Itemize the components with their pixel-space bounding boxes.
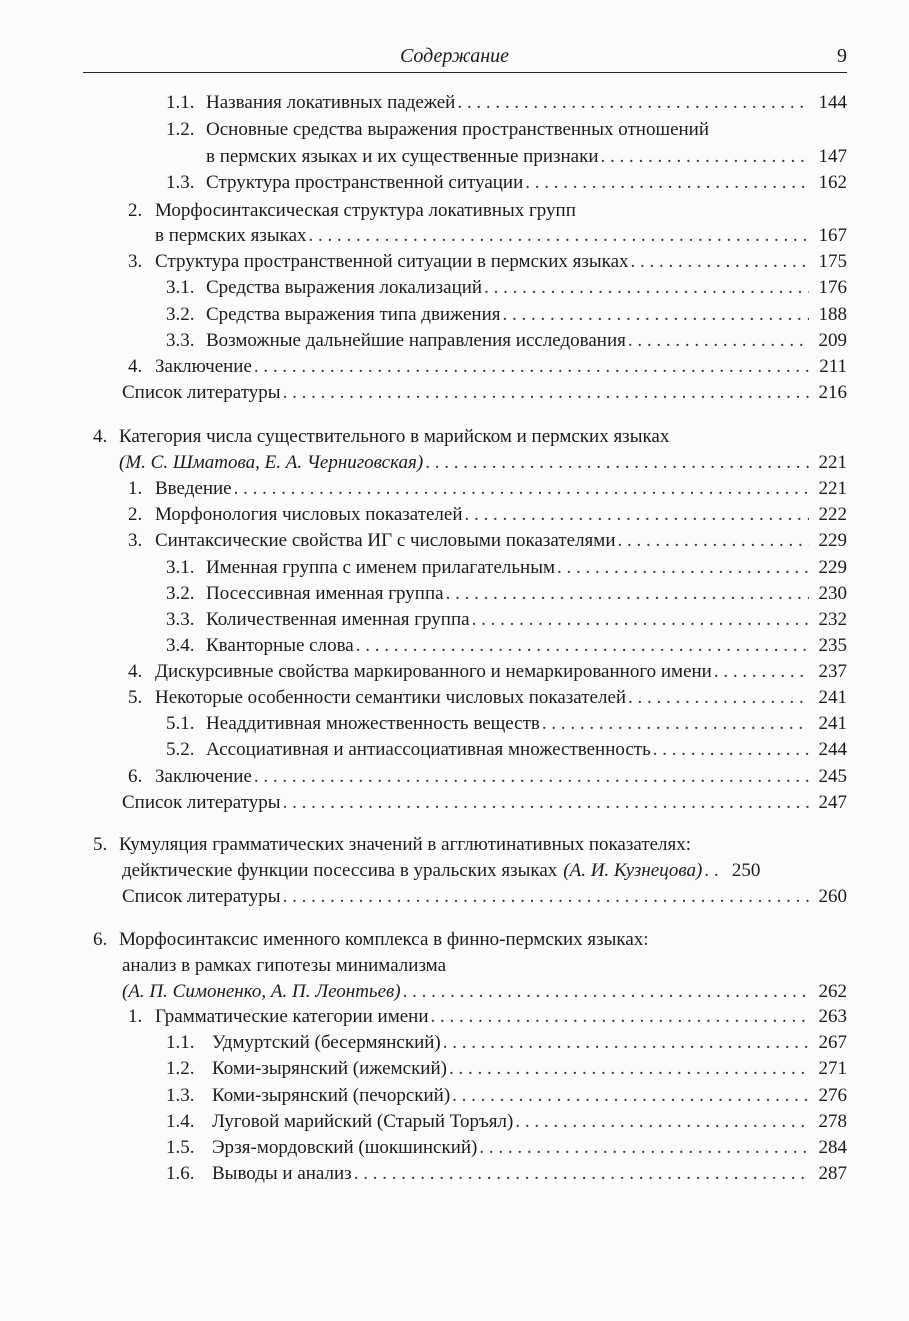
toc-entry-continuation: (А. П. Симоненко, А. П. Леонтьев) . . . 262 [122, 979, 847, 1005]
toc-entry: Список литературы . . . 216 [122, 380, 847, 406]
toc-entry: 1.6. Выводы и анализ . . . 287 [166, 1161, 847, 1187]
toc-entry: 4. Дискурсивные свойства маркированного и немаркированного имени . . . 237 [128, 659, 847, 685]
toc-entry: 4. Заключение . . . 211 [128, 354, 847, 380]
toc-entry: 3. Синтаксические свойства ИГ с числовыми показателями . . . 229 [128, 528, 847, 554]
toc-entry: 1. Грамматические категории имени . . . 263 [128, 1004, 847, 1030]
toc-entry-continuation: в пермских языках и их существенные признаки . . . 147 [206, 144, 847, 170]
toc-entry-continuation: дейктические функции посессива в уральских языках (А. И. Кузнецова) . . . 250 [122, 858, 847, 884]
toc-entry: 3.3. Возможные дальнейшие направления исследования . . . 209 [166, 328, 847, 354]
toc-entry: 1.3. Коми-зырянский (печорский) . . . 276 [166, 1083, 847, 1109]
toc-entry-continuation: анализ в рамках гипотезы минимализма [122, 955, 447, 976]
toc-entry: 3.4. Кванторные слова . . . 235 [166, 633, 847, 659]
toc-entry: 6. Заключение . . . 245 [128, 764, 847, 790]
toc-entry: 3.1. Именная группа с именем прилагательным . . . 229 [166, 555, 847, 581]
toc-entry: 3. Структура пространственной ситуации в пермских языках . . . 175 [128, 249, 847, 275]
toc-entry: 3.3. Количественная именная группа . . . 232 [166, 607, 847, 633]
running-header-title: Содержание [399, 45, 510, 67]
toc-entry: 3.1. Средства выражения локализаций . . . 176 [166, 275, 847, 301]
toc-entry: 3.2. Посессивная именная группа . . . 230 [166, 581, 847, 607]
toc-entry: 2. Морфосинтаксическая структура локативных групп [128, 200, 576, 221]
toc-chapter: 4. Категория числа существительного в марийском и пермских языках [93, 426, 670, 447]
toc-entry: 1.5. Эрзя-мордовский (шокшинский) . . . 284 [166, 1135, 847, 1161]
toc-entry: 1.1. Названия локативных падежей . . . 144 [166, 90, 847, 116]
toc-entry: 1.2. Коми-зырянский (ижемский) . . . 271 [166, 1056, 847, 1082]
toc-entry: 2. Морфонология числовых показателей . . . 222 [128, 502, 847, 528]
toc-entry: 1.3. Структура пространственной ситуации . . . 162 [166, 170, 847, 196]
toc-entry: 1.4. Луговой марийский (Старый Торъял) . . . 278 [166, 1109, 847, 1135]
toc-entry-continuation: (М. С. Шматова, Е. А. Черниговская) . . . 221 [119, 450, 847, 476]
toc-entry: 1.1. Удмуртский (бесермянский) . . . 267 [166, 1030, 847, 1056]
toc-entry: 5.2. Ассоциативная и антиассоциативная множественность . . . 244 [166, 737, 847, 763]
toc-entry: 5. Некоторые особенности семантики числовых показателей . . . 241 [128, 685, 847, 711]
toc-entry: Список литературы . . . 247 [122, 790, 847, 816]
toc-entry: Список литературы . . . 260 [122, 884, 847, 910]
toc-chapter: 6. Морфосинтаксис именного комплекса в финно-пермских языках: [93, 929, 649, 950]
toc-chapter: 5. Кумуляция грамматических значений в агглютинативных показателях: [93, 834, 692, 855]
page-number: 9 [837, 45, 847, 67]
toc-entry-continuation: в пермских языках . . . 167 [155, 223, 847, 249]
toc-entry: 3.2. Средства выражения типа движения . . . 188 [166, 302, 847, 328]
toc-entry: 1. Введение . . . 221 [128, 476, 847, 502]
toc-entry: 1.2. Основные средства выражения пространственных отношений [166, 119, 710, 140]
toc-entry: 5.1. Неаддитивная множественность веществ . . . 241 [166, 711, 847, 737]
